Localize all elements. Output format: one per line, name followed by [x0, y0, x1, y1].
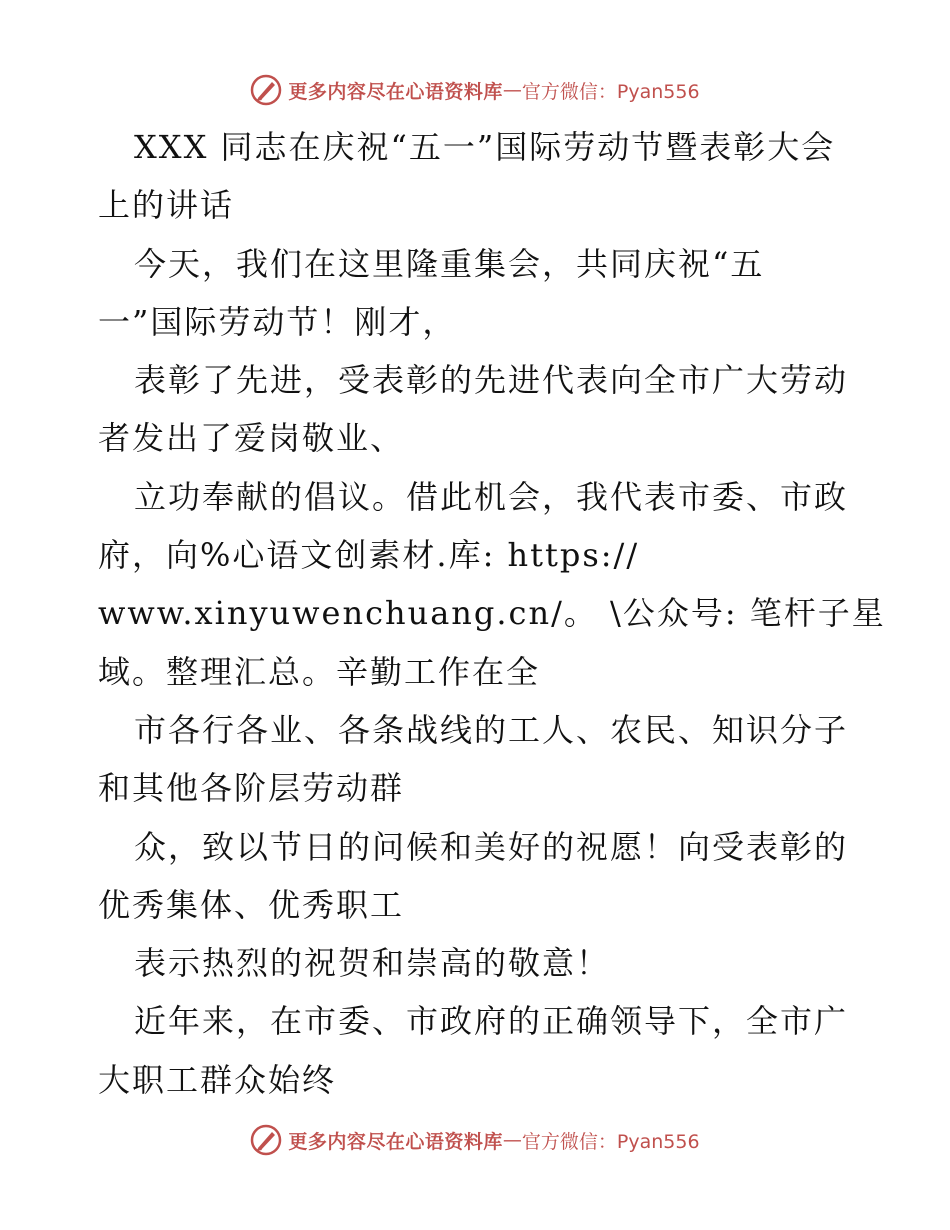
banner-contact: 官方微信：Pyan556	[521, 1130, 700, 1153]
banner-separator: —	[502, 79, 522, 101]
header-banner	[0, 70, 950, 110]
text-line: 表示热烈的祝贺和崇高的敬意！	[134, 944, 611, 983]
banner-separator: —	[502, 1129, 522, 1151]
quill-pen-logo-icon	[250, 1124, 282, 1156]
text-line: 近年来，在市委、市政府的正确领导下，全市广	[134, 1002, 849, 1041]
text-line: www.xinyuwenchuang.cn/。 \公众号: 笔杆子星	[98, 594, 886, 633]
text-line: XXX 同志在庆祝“五一”国际劳动节暨表彰大会	[134, 128, 836, 166]
text-line: 和其他各阶层劳动群	[98, 769, 405, 808]
quill-pen-logo-icon	[250, 74, 282, 106]
text-line: 一”国际劳动节！刚才，	[98, 302, 457, 341]
text-line: 今天，我们在这里隆重集会，共同庆祝“五	[134, 244, 765, 283]
text-line: 大职工群众始终	[98, 1060, 337, 1099]
banner-contact: 官方微信：Pyan556	[521, 80, 700, 103]
text-line: 域。整理汇总。辛勤工作在全	[98, 652, 541, 691]
banner-slogan: 更多内容尽在心语资料库	[288, 80, 503, 103]
document-body	[98, 118, 886, 1109]
banner-slogan: 更多内容尽在心语资料库	[288, 1130, 503, 1153]
text-line: 上的讲话	[98, 186, 235, 225]
text-line: 府，向%心语文创素材.库: https://	[98, 536, 640, 575]
text-line: 者发出了爱岗敬业、	[98, 419, 405, 458]
text-line: 优秀集体、优秀职工	[98, 885, 405, 924]
footer-banner	[0, 1120, 950, 1160]
text-line: 表彰了先进，受表彰的先进代表向全市广大劳动	[134, 361, 849, 400]
text-line: 立功奉献的倡议。借此机会，我代表市委、市政	[134, 477, 849, 516]
text-line: 众，致以节日的问候和美好的祝愿！向受表彰的	[134, 827, 849, 866]
text-line: 市各行各业、各条战线的工人、农民、知识分子	[134, 710, 849, 749]
